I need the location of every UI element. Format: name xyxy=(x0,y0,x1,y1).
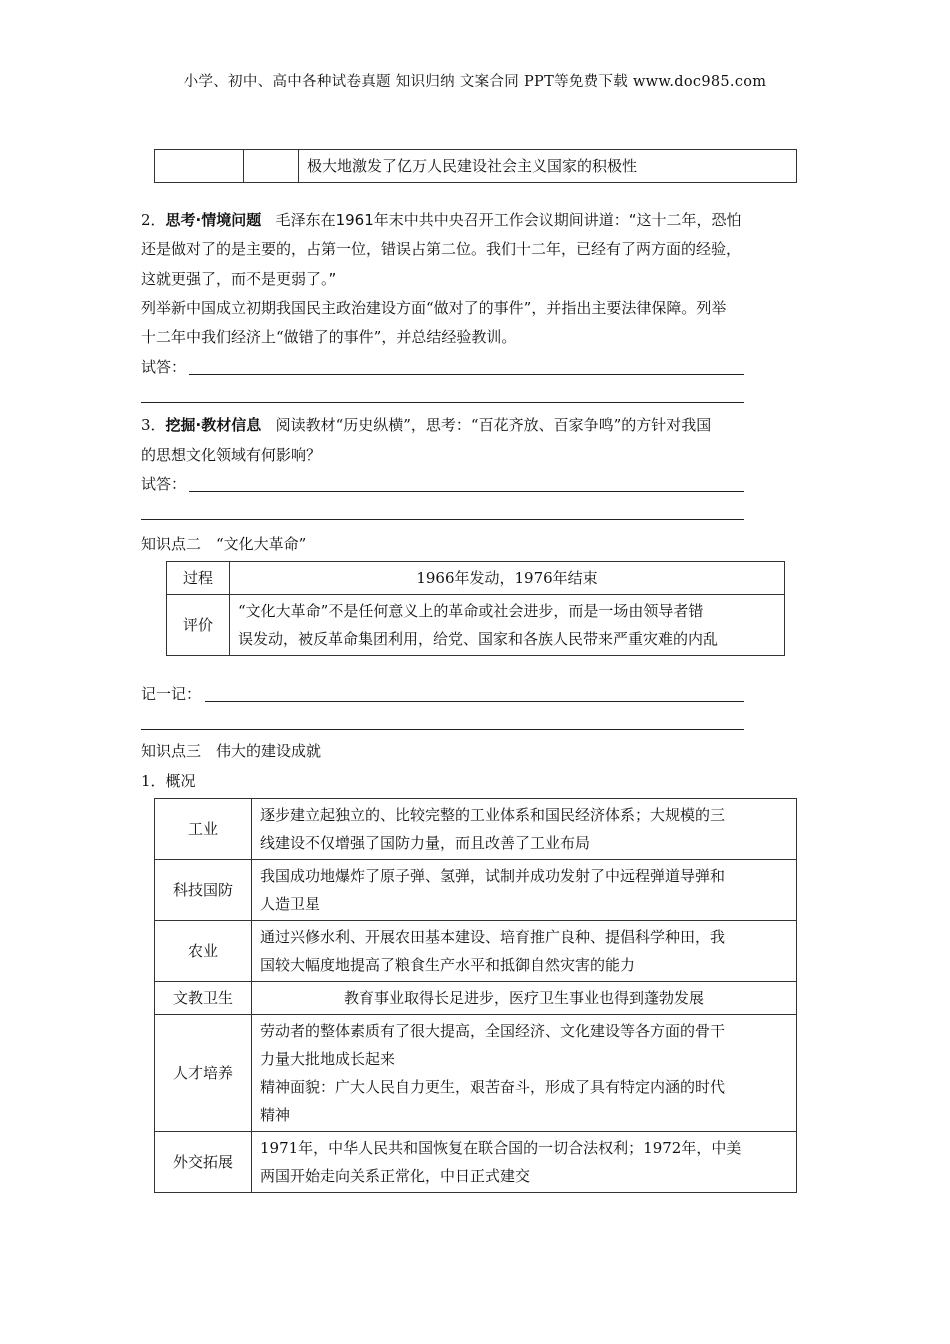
table-row xyxy=(155,799,797,860)
q3-title: 挖掘·教材信息 xyxy=(165,416,262,434)
q2-title: 思考·情境问题 xyxy=(165,211,262,229)
content-line: 线建设不仅增强了国防力量，而且改善了工业布局 xyxy=(260,834,591,852)
table-row xyxy=(155,921,797,982)
note-line[interactable] xyxy=(205,701,744,702)
kp3-subheading: 1．概况 xyxy=(141,772,196,790)
content-line: 力量大批地成长起来 xyxy=(260,1050,396,1068)
row-content xyxy=(252,1132,797,1193)
content-line: 逐步建立起独立的、比较完整的工业体系和国民经济体系；大规模的三 xyxy=(260,806,726,824)
content-line: 人造卫星 xyxy=(260,895,321,913)
q3-line1 xyxy=(141,414,711,435)
q2-quote-line1: 毛泽东在1961年末中共中央召开工作会议期间讲道：“这十二年，恐怕 xyxy=(275,211,742,229)
empty-cell xyxy=(155,150,244,183)
question-number: 3． xyxy=(141,416,166,434)
row-content xyxy=(252,921,797,982)
table-row xyxy=(155,860,797,921)
q3-answer-label: 试答： xyxy=(141,475,187,493)
row-label: 评价 xyxy=(167,595,230,656)
answer-line[interactable] xyxy=(141,519,744,520)
row-label: 人才培养 xyxy=(155,1015,252,1132)
content-line: 精神面貌：广大人民自力更生，艰苦奋斗，形成了具有特定内涵的时代 xyxy=(260,1078,726,1096)
page-header: 小学、初中、高中各种试卷真题 知识归纳 文案合同 PPT等免费下载 www.doc985.com xyxy=(183,74,767,90)
q2-quote-line3: 这就更强了，而不是更弱了。” xyxy=(141,270,337,288)
row-label: 农业 xyxy=(155,921,252,982)
kp2-note-label: 记一记： xyxy=(141,685,202,703)
row-label: 过程 xyxy=(167,562,230,595)
row-label: 工业 xyxy=(155,799,252,860)
kp2-table xyxy=(166,561,785,656)
content-line: 国较大幅度地提高了粮食生产水平和抵御自然灾害的能力 xyxy=(260,956,636,974)
table-row xyxy=(155,1015,797,1132)
row-content xyxy=(230,595,785,656)
q2-task-line2: 十二年中我们经济上“做错了的事件”，并总结经验教训。 xyxy=(141,328,517,346)
q2-quote-line2: 还是做对了的是主要的，占第一位，错误占第二位。我们十二年，已经有了两方面的经验， xyxy=(141,240,742,258)
row-label: 文教卫生 xyxy=(155,982,252,1015)
answer-line[interactable] xyxy=(189,491,744,492)
row-label: 外交拓展 xyxy=(155,1132,252,1193)
table-cell: 极大地激发了亿万人民建设社会主义国家的积极性 xyxy=(299,150,797,183)
table-row xyxy=(155,1132,797,1193)
empty-cell xyxy=(244,150,299,183)
content-line: 通过兴修水利、开展农田基本建设、培育推广良种、提倡科学种田，我 xyxy=(260,928,726,946)
row-content: 1966年发动，1976年结束 xyxy=(230,562,785,595)
row-label: 科技国防 xyxy=(155,860,252,921)
row-content: 教育事业取得长足进步，医疗卫生事业也得到蓬勃发展 xyxy=(252,982,797,1015)
question-number: 2． xyxy=(141,211,166,229)
table-row xyxy=(167,562,785,595)
note-line[interactable] xyxy=(141,729,744,730)
table-row xyxy=(167,595,785,656)
row-content xyxy=(252,799,797,860)
kp3-heading: 知识点三 伟大的建设成就 xyxy=(141,742,322,760)
answer-line[interactable] xyxy=(141,402,744,403)
q2-task-line1: 列举新中国成立初期我国民主政治建设方面“做对了的事件”，并指出主要法律保障。列举 xyxy=(141,299,727,317)
q2-answer-label: 试答： xyxy=(141,358,187,376)
row-content xyxy=(252,1015,797,1132)
content-line: “文化大革命”不是任何意义上的革命或社会进步，而是一场由领导者错 xyxy=(238,602,704,620)
content-line: 我国成功地爆炸了原子弹、氢弹，试制并成功发射了中远程弹道导弹和 xyxy=(260,867,726,885)
content-line: 精神 xyxy=(260,1106,291,1124)
q3-text-line1: 阅读教材“历史纵横”，思考：“百花齐放、百家争鸣”的方针对我国 xyxy=(275,416,712,434)
row-content xyxy=(252,860,797,921)
kp3-table xyxy=(154,798,797,1193)
content-line: 误发动，被反革命集团利用，给党、国家和各族人民带来严重灾难的内乱 xyxy=(238,630,719,648)
continued-table xyxy=(154,149,797,183)
kp2-heading: 知识点二 “文化大革命” xyxy=(141,535,307,553)
q3-line2: 的思想文化领域有何影响？ xyxy=(141,446,322,464)
content-line: 两国开始走向关系正常化，中日正式建交 xyxy=(260,1167,531,1185)
q2-line1 xyxy=(141,209,742,230)
content-line: 1971年，中华人民共和国恢复在联合国的一切合法权利；1972年，中美 xyxy=(260,1139,742,1157)
table-row xyxy=(155,982,797,1015)
content-line: 劳动者的整体素质有了很大提高，全国经济、文化建设等各方面的骨干 xyxy=(260,1022,726,1040)
answer-line[interactable] xyxy=(189,374,744,375)
